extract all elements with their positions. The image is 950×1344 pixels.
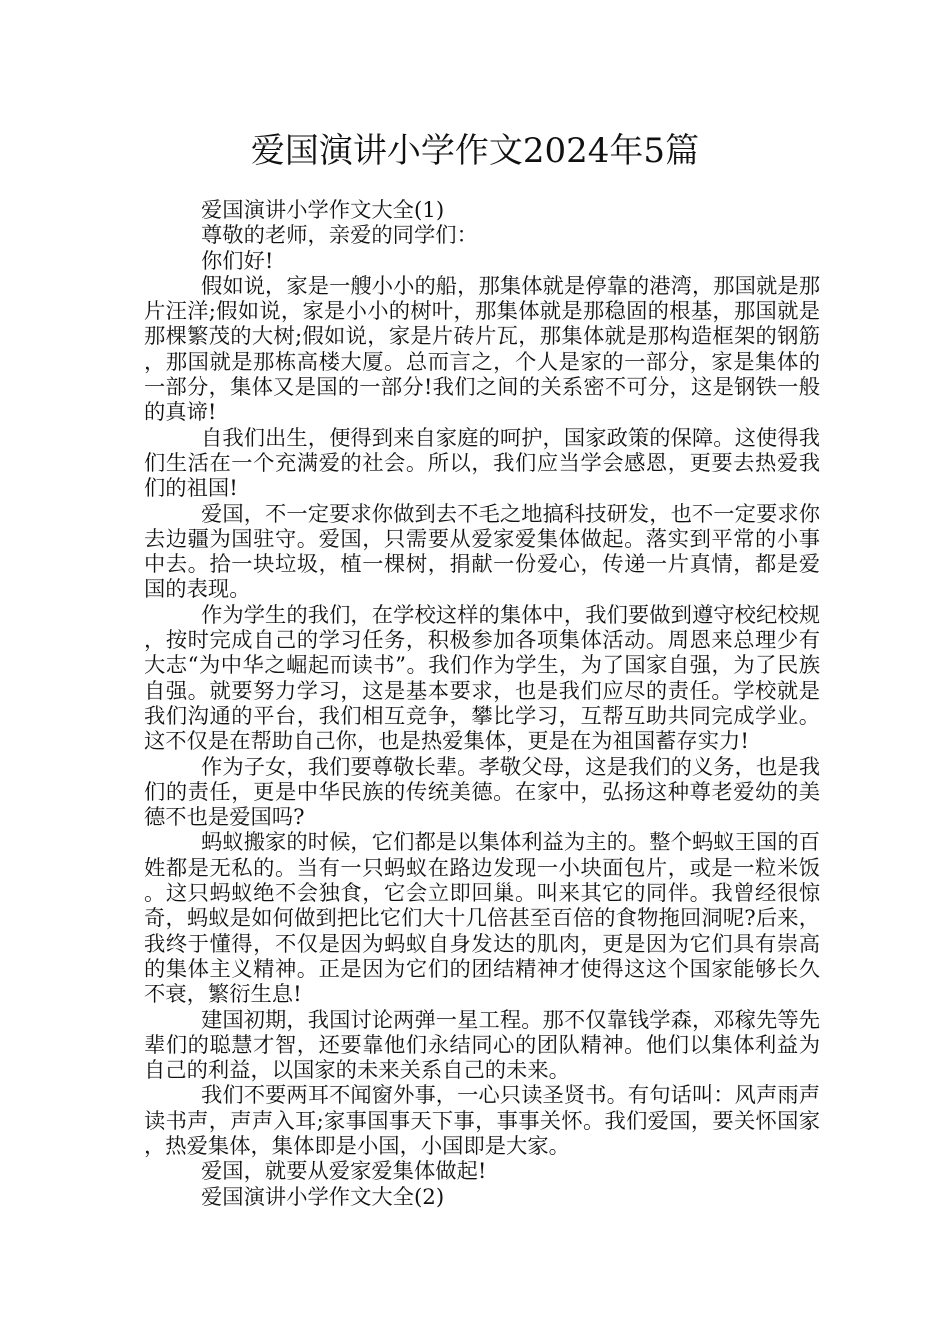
- body-paragraph: 爱国，不一定要求你做到去不毛之地搞科技研发，也不一定要求你去边疆为国驻守。爱国，只需要从爱家爱集体做起。落实到平常的小事中去。拾一块垃圾，植一棵树，捐献一份爱心，传递一片真情，都是爱国的表现。: [144, 501, 820, 603]
- greeting: 你们好!: [201, 248, 274, 274]
- body-paragraph: 假如说，家是一艘小小的船，那集体就是停靠的港湾，那国就是那片汪洋;假如说，家是小小的树叶，那集体就是那稳固的根基，那国就是那棵繁茂的大树;假如说，家是片砖片瓦，那集体就是那构造框架的钢筋，那国就是那栋高楼大厦。总而言之，个人是家的一部分，家是集体的一部分，集体又是国的一部分!我们之间的关系密不可分，这是钢铁一般的真谛!: [144, 273, 820, 426]
- body-paragraph: 自我们出生，便得到来自家庭的呵护，国家政策的保障。这使得我们生活在一个充满爱的社会。所以，我们应当学会感恩，更要去热爱我们的祖国!: [144, 425, 820, 502]
- body-paragraph: 作为学生的我们，在学校这样的集体中，我们要做到遵守校纪校规，按时完成自己的学习任务，积极参加各项集体活动。周恩来总理少有大志“为中华之崛起而读书”。我们作为学生，为了国家自强，为了民族自强。就要努力学习，这是基本要求，也是我们应尽的责任。学校就是我们沟通的平台，我们相互竞争，攀比学习，互帮互助共同完成学业。这不仅是在帮助自己你，也是热爱集体，更是在为祖国蓄存实力!: [144, 602, 820, 755]
- body-paragraph: 蚂蚁搬家的时候，它们都是以集体利益为主的。整个蚂蚁王国的百姓都是无私的。当有一只蚂蚁在路边发现一小块面包片，或是一粒米饭。这只蚂蚁绝不会独食，它会立即回巢。叫来其它的同伴。我曾经很惊奇，蚂蚁是如何做到把比它们大十几倍甚至百倍的食物拖回洞呢?后来，我终于懂得，不仅是因为蚂蚁自身发达的肌肉，更是因为它们具有崇高的集体主义精神。正是因为它们的团结精神才使得这这个国家能够长久不衰，繁衍生息!: [144, 830, 820, 1008]
- section-heading: 爱国演讲小学作文大全(2): [201, 1184, 445, 1210]
- section-heading: 爱国演讲小学作文大全(1): [201, 198, 445, 223]
- document-body: [144, 198, 820, 1210]
- body-paragraph: 爱国，就要从爱家爱集体做起!: [201, 1159, 487, 1185]
- document-title: 爱国演讲小学作文2024年5篇: [250, 131, 700, 171]
- salutation: 尊敬的老师，亲爱的同学们：: [201, 223, 478, 249]
- body-paragraph: 作为子女，我们要尊敬长辈。孝敬父母，这是我们的义务，也是我们的责任，更是中华民族的传统美德。在家中，弘扬这种尊老爱幼的美德不也是爱国吗?: [144, 754, 820, 831]
- body-paragraph: 我们不要两耳不闻窗外事，一心只读圣贤书。有句话叫：风声雨声读书声，声声入耳;家事国事天下事，事事关怀。我们爱国，要关怀国家，热爱集体，集体即是小国，小国即是大家。: [144, 1083, 820, 1159]
- body-paragraph: 建国初期，我国讨论两弹一星工程。那不仅靠钱学森，邓稼先等先辈们的聪慧才智，还要靠他们永结同心的团队精神。他们以集体利益为自己的利益，以国家的未来关系自己的未来。: [144, 1007, 820, 1084]
